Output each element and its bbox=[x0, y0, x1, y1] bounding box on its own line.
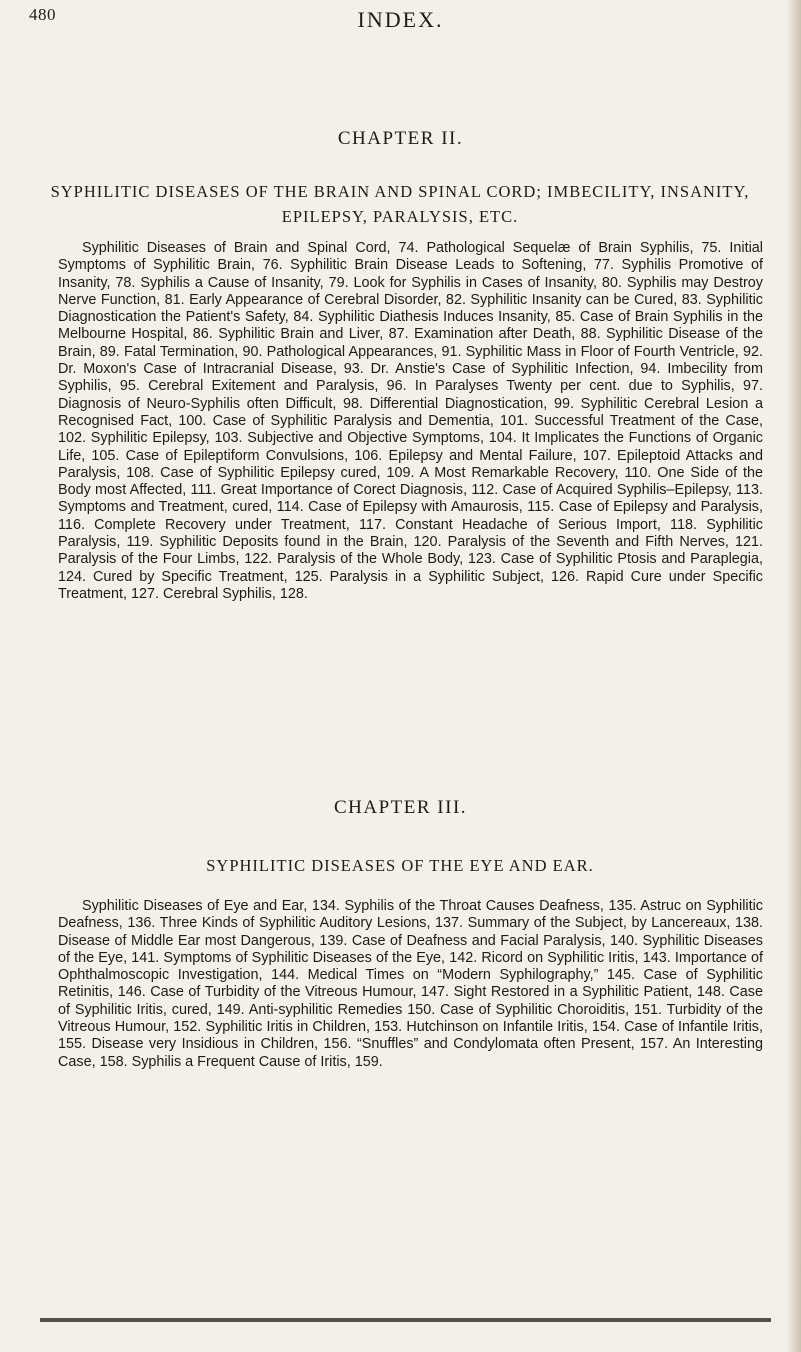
chapter-iii-title: CHAPTER III. bbox=[333, 797, 468, 818]
chapter-ii-title: CHAPTER II. bbox=[337, 128, 464, 149]
page-bottom-band bbox=[40, 1318, 771, 1322]
chapter-ii-body: Syphilitic Diseases of Brain and Spinal Cord, 74. Pathological Sequelæ of Brain Syphilis, 75. Initial Symptoms of Syphilitic Brain, 76. Syphilitic Brain Disease Leads to Softening, 77. Syphilis Promotive of Insanity, 78. Syphilis a Cause of Insanity, 79. Look for Syphilis in Cases of Insanity, 80. Syphilis may Destroy Nerve Function, 81. Early Appearance of Cerebral Disorder, 82. Syphilitic Insanity can be Cured, 83. Syphilitic Diagnostication the Patient's Safety, 84. Syphilitic Diathesis Induces Insanity, 85. Case of Brain Syphilis in the Melbourne Hospital, 86. Syphilitic Brain and Liver, 87. Examination after Death, 88. Syphilitic Disease of the Brain, 89. Fatal Termination, 90. Pathological Appearances, 91. Syphilitic Mass in Floor of Fourth Ventricle, 92. Dr. Moxon's Case of Intracranial Disease, 93. Dr. Anstie's Case of Syphilitic Infection, 94. Imbecility from Syphilis, 95. Cerebral Exitement and Paralysis, 96. In Paralyses Twenty per cent. due to Syphilis, 97. Diagnosis of Neuro-Syphilis often Difficult, 98. Differential Diagnostication, 99. Syphilitic Cerebral Lesion a Recognised Fact, 100. Case of Syphilitic Paralysis and Dementia, 101. Successful Treatment of the Case, 102. Syphilitic Epilepsy, 103. Subjective and Objective Symptoms, 104. It Implicates the Functions of Organic Life, 105. Case of Epileptiform Convulsions, 106. Epilepsy and Mental Failure, 107. Epileptoid Attacks and Paralysis, 108. Case of Syphilitic Epilepsy cured, 109. A Most Remarkable Recovery, 110. One Side of the Body most Affected, 111. Great Importance of Corect Diagnosis, 112. Case of Acquired Syphilis–Epilepsy, 113. Symptoms and Treatment, cured, 114. Case of Epilepsy with Amaurosis, 115. Case of Epilepsy and Paralysis, 116. Complete Recovery under Treatment, 117. Constant Headache of Serious Import, 118. Syphilitic Paralysis, 119. Syphilitic Deposits found in the Brain, 120. Paralysis of the Seventh and Fifth Nerves, 121. Paralysis of the Four Limbs, 122. Paralysis of the Whole Body, 123. Case of Syphilitic Ptosis and Paraplegia, 124. Cured by Specific Treatment, 125. Paralysis in a Syphilitic Subject, 126. Rapid Cure under Specific Treatment, 127. Cerebral Syphilis, 128. bbox=[58, 240, 763, 602]
page-number: 480 bbox=[29, 5, 56, 24]
chapter-ii-subject: SYPHILITIC DISEASES OF THE BRAIN AND SPINAL CORD; IMBECILITY, INSANITY, EPILEPSY, PARALYSIS, ETC. bbox=[50, 182, 750, 226]
chapter-iii-subject: SYPHILITIC DISEASES OF THE EYE AND EAR. bbox=[206, 856, 594, 875]
chapter-iii-body: Syphilitic Diseases of Eye and Ear, 134. Syphilis of the Throat Causes Deafness, 135. Astruc on Syphilitic Deafness, 136. Three Kinds of Syphilitic Auditory Lesions, 137. Summary of the Subject, by Lancereaux, 138. Disease of Middle Ear most Dangerous, 139. Case of Deafness and Facial Paralysis, 140. Syphilitic Diseases of the Eye, 141. Symptoms of Syphilitic Diseases of the Eye, 142. Ricord on Syphilitic Iritis, 143. Importance of Ophthalmoscopic Investigation, 144. Medical Times on “Modern Syphilography,” 145. Case of Syphilitic Retinitis, 146. Case of Turbidity of the Vitreous Humour, 147. Sight Restored in a Syphilitic Patient, 148. Case of Syphilitic Iritis, cured, 149. Anti-syphilitic Remedies 150. Case of Syphilitic Choroiditis, 151. Turbidity of the Vitreous Humour, 152. Syphilitic Iritis in Children, 153. Hutchinson on Infantile Iritis, 154. Case of Infantile Iritis, 155. Disease very Insidious in Children, 156. “Snuffles” and Condylomata often Present, 157. An Interesting Case, 158. Syphilis a Frequent Cause of Iritis, 159. bbox=[58, 898, 763, 1070]
running-head: INDEX. bbox=[357, 7, 444, 32]
page-edge-shadow bbox=[787, 0, 801, 1352]
